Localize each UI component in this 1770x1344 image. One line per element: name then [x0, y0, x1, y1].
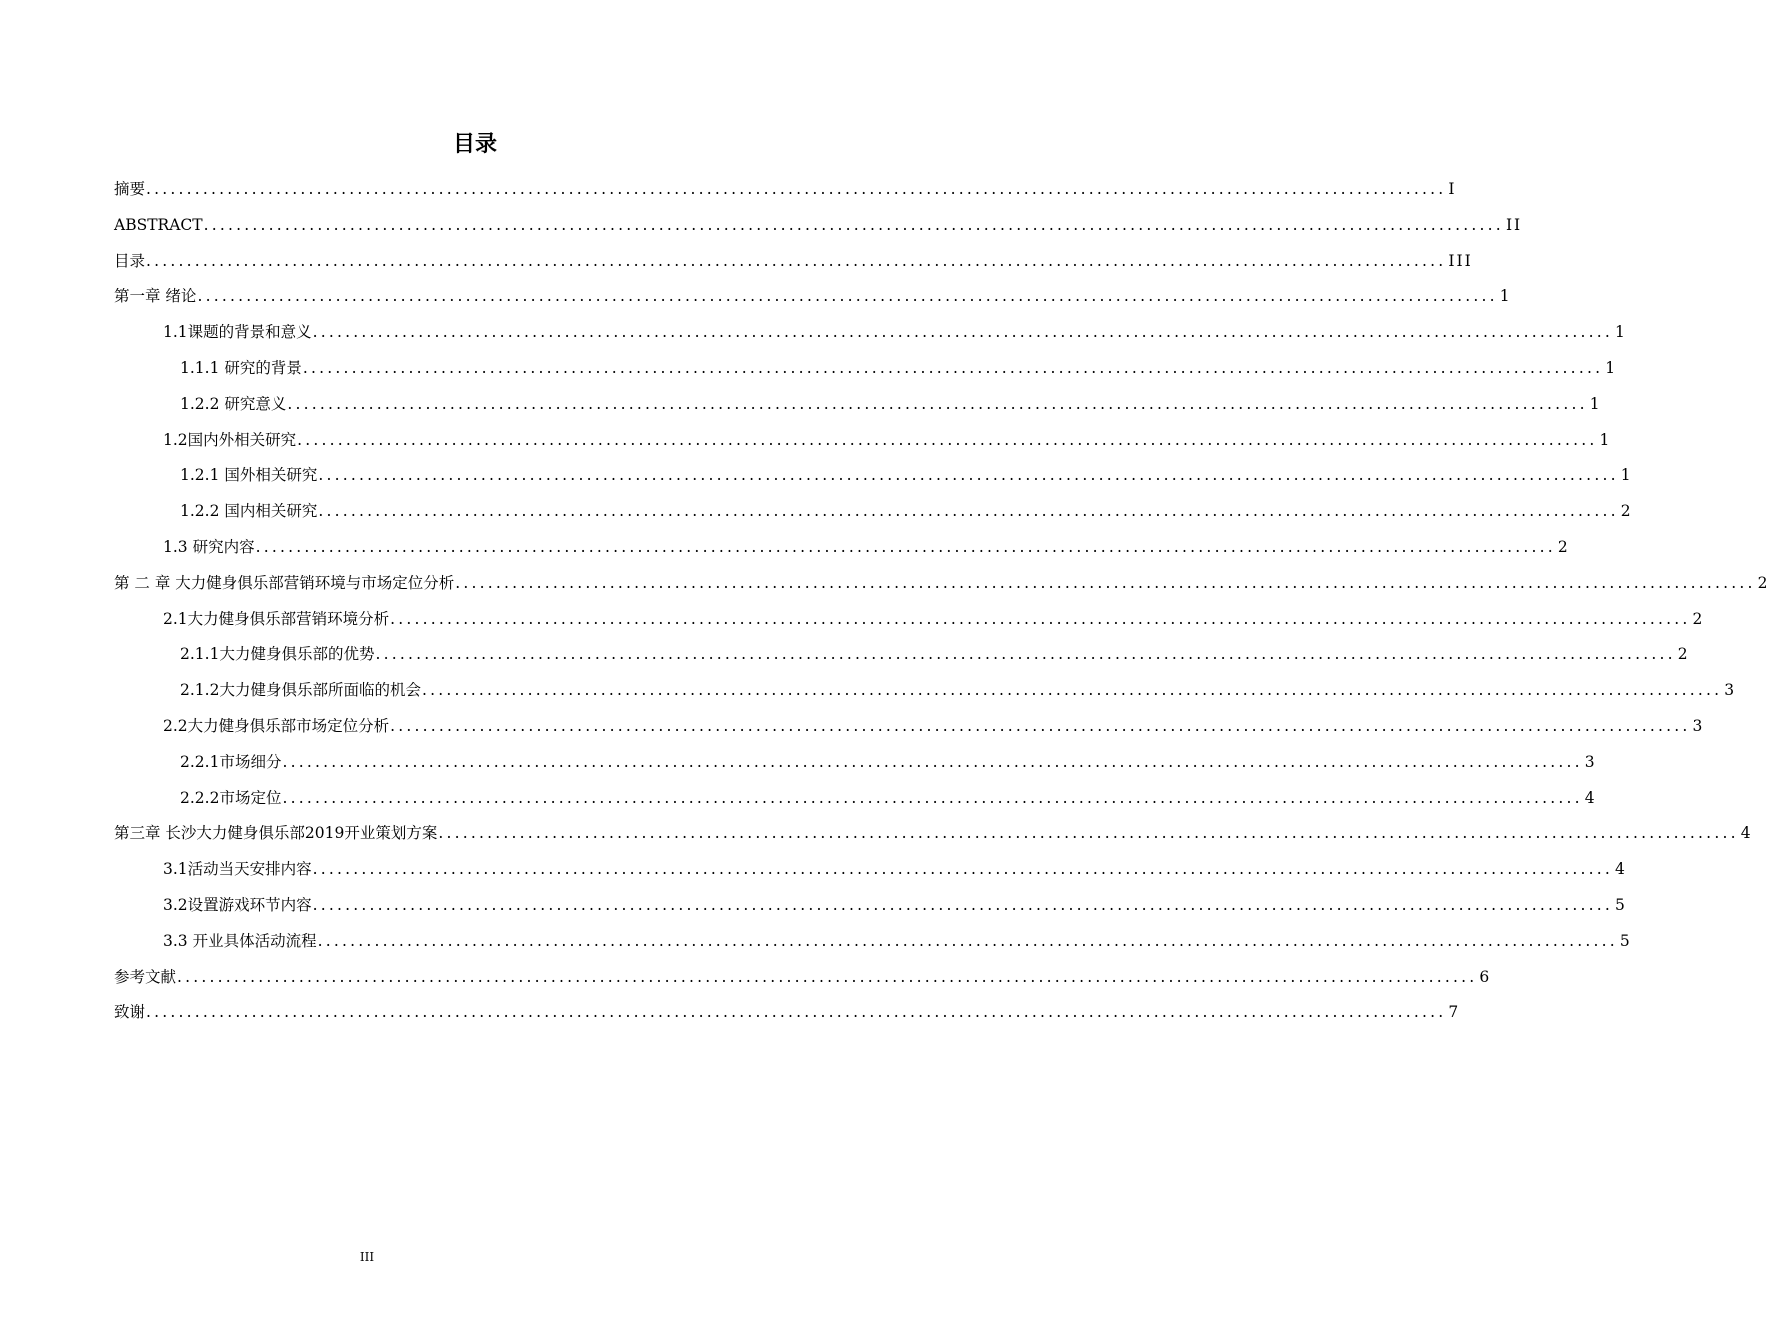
toc-leader-dots: ................................................................................................................................................................ [255, 537, 1556, 556]
toc-leader-dots: ................................................................................................................................................................ [438, 824, 1739, 843]
toc-entry-page-number: 1 [1620, 466, 1633, 485]
toc-entry[interactable] [114, 924, 1632, 960]
toc-leader-dots: ................................................................................................................................................................ [197, 287, 1498, 306]
toc-entry-page-number: 1 [1589, 394, 1602, 413]
toc-entry[interactable] [114, 494, 1633, 530]
toc-entry[interactable] [114, 816, 1753, 852]
toc-leader-dots: ................................................................................................................................................................ [421, 681, 1723, 700]
toc-entry-title: 第三章 长沙大力健身俱乐部2019开业策划方案 [114, 824, 438, 843]
toc-entry-page-number: 7 [1448, 1003, 1461, 1022]
toc-entry-title: 第一章 绪论 [114, 287, 197, 306]
toc-entry-page-number: I [1448, 180, 1457, 198]
toc-entry-page-number: 3 [1584, 752, 1597, 771]
toc-entry[interactable] [114, 423, 1612, 459]
table-of-contents [114, 172, 1770, 1031]
toc-entry-page-number: 1 [1599, 430, 1612, 449]
toc-entry-title: 目录 [114, 251, 146, 270]
toc-leader-dots: ................................................................................................................................................................ [317, 931, 1618, 950]
toc-entry[interactable] [114, 208, 1523, 244]
toc-leader-dots: ................................................................................................................................................................ [297, 430, 1598, 449]
toc-entry-page-number: 4 [1740, 824, 1753, 843]
toc-entry-page-number: 4 [1584, 788, 1597, 807]
toc-entry[interactable] [114, 745, 1597, 781]
toc-entry-title: ABSTRACT [114, 215, 203, 234]
toc-entry-page-number: 1 [1499, 287, 1512, 306]
toc-entry-page-number: 4 [1614, 860, 1627, 879]
toc-entry-title: 第 二 章 大力健身俱乐部营销环境与市场定位分析 [114, 573, 455, 592]
toc-entry[interactable] [114, 566, 1770, 602]
toc-entry[interactable] [114, 351, 1618, 387]
toc-entry[interactable] [114, 315, 1627, 351]
toc-leader-dots: ................................................................................................................................................................ [390, 716, 1691, 735]
toc-leader-dots: ................................................................................................................................................................ [146, 251, 1447, 270]
toc-entry-title: 3.1活动当天安排内容 [163, 860, 312, 879]
toc-leader-dots: ................................................................................................................................................................ [312, 895, 1613, 914]
toc-entry-page-number: 1 [1614, 323, 1627, 342]
toc-entry-page-number: 2 [1620, 502, 1633, 521]
toc-entry-title: 2.2.2市场定位 [180, 788, 282, 807]
toc-entry[interactable] [114, 852, 1627, 888]
toc-entry[interactable] [114, 172, 1457, 208]
toc-leader-dots: ................................................................................................................................................................ [146, 1003, 1447, 1022]
toc-entry-title: 摘要 [114, 180, 146, 198]
toc-entry[interactable] [114, 458, 1633, 494]
toc-entry-title: 2.1.2大力健身俱乐部所面临的机会 [180, 681, 421, 700]
page-title: 目录 [452, 132, 497, 157]
toc-entry-title: 3.3 开业具体活动流程 [163, 931, 317, 950]
toc-entry-title: 2.2.1市场细分 [180, 752, 282, 771]
toc-entry-title: 1.2.2 国内相关研究 [180, 502, 318, 521]
toc-leader-dots: ................................................................................................................................................................ [203, 215, 1504, 234]
toc-leader-dots: ................................................................................................................................................................ [177, 967, 1478, 986]
toc-entry[interactable] [114, 279, 1512, 315]
toc-entry[interactable] [114, 602, 1705, 638]
toc-leader-dots: ................................................................................................................................................................ [312, 860, 1613, 879]
toc-entry-title: 2.1大力健身俱乐部营销环境分析 [163, 609, 390, 628]
toc-entry-page-number: 2 [1757, 573, 1770, 592]
toc-entry-page-number: 2 [1557, 537, 1570, 556]
toc-leader-dots: ................................................................................................................................................................ [375, 645, 1676, 664]
toc-entry[interactable] [114, 709, 1705, 745]
toc-entry-page-number: 6 [1479, 967, 1492, 986]
toc-leader-dots: ................................................................................................................................................................ [318, 502, 1619, 521]
toc-entry-page-number: 1 [1605, 358, 1618, 377]
toc-entry-page-number: 3 [1692, 716, 1705, 735]
toc-entry-page-number: III [1448, 251, 1473, 270]
toc-entry-title: 1.1课题的背景和意义 [163, 323, 312, 342]
toc-leader-dots: ................................................................................................................................................................ [146, 180, 1447, 198]
toc-entry-title: 1.1.1 研究的背景 [180, 358, 302, 377]
toc-entry-title: 2.1.1大力健身俱乐部的优势 [180, 645, 375, 664]
toc-leader-dots: ................................................................................................................................................................ [455, 573, 1756, 592]
toc-leader-dots: ................................................................................................................................................................ [390, 609, 1691, 628]
toc-leader-dots: ................................................................................................................................................................ [282, 752, 1583, 771]
toc-entry-page-number: 5 [1619, 931, 1632, 950]
toc-entry-title: 参考文献 [114, 967, 177, 986]
toc-entry-page-number: 2 [1677, 645, 1690, 664]
toc-leader-dots: ................................................................................................................................................................ [302, 358, 1604, 377]
toc-entry[interactable] [114, 244, 1473, 280]
toc-entry-page-number: II [1505, 215, 1523, 234]
toc-entry-title: 3.2设置游戏环节内容 [163, 895, 312, 914]
toc-entry[interactable] [114, 387, 1602, 423]
toc-entry[interactable] [114, 995, 1461, 1031]
toc-entry[interactable] [114, 888, 1627, 924]
toc-leader-dots: ................................................................................................................................................................ [318, 466, 1619, 485]
footer-page-number: III [359, 1250, 375, 1264]
toc-entry-page-number: 2 [1692, 609, 1705, 628]
toc-entry-title: 1.2.2 研究意义 [180, 394, 287, 413]
toc-leader-dots: ................................................................................................................................................................ [282, 788, 1583, 807]
toc-entry-title: 1.2国内外相关研究 [163, 430, 297, 449]
toc-entry-title: 2.2大力健身俱乐部市场定位分析 [163, 716, 390, 735]
toc-leader-dots: ................................................................................................................................................................ [287, 394, 1588, 413]
toc-entry[interactable] [114, 637, 1690, 673]
toc-entry[interactable] [114, 781, 1597, 817]
toc-entry-title: 致谢 [114, 1003, 146, 1022]
toc-entry[interactable] [114, 960, 1492, 996]
toc-leader-dots: ................................................................................................................................................................ [312, 323, 1613, 342]
toc-entry[interactable] [114, 530, 1570, 566]
toc-entry-title: 1.2.1 国外相关研究 [180, 466, 318, 485]
toc-entry-page-number: 5 [1614, 895, 1627, 914]
toc-entry-page-number: 3 [1724, 681, 1737, 700]
toc-entry-title: 1.3 研究内容 [163, 537, 255, 556]
toc-entry[interactable] [114, 673, 1737, 709]
